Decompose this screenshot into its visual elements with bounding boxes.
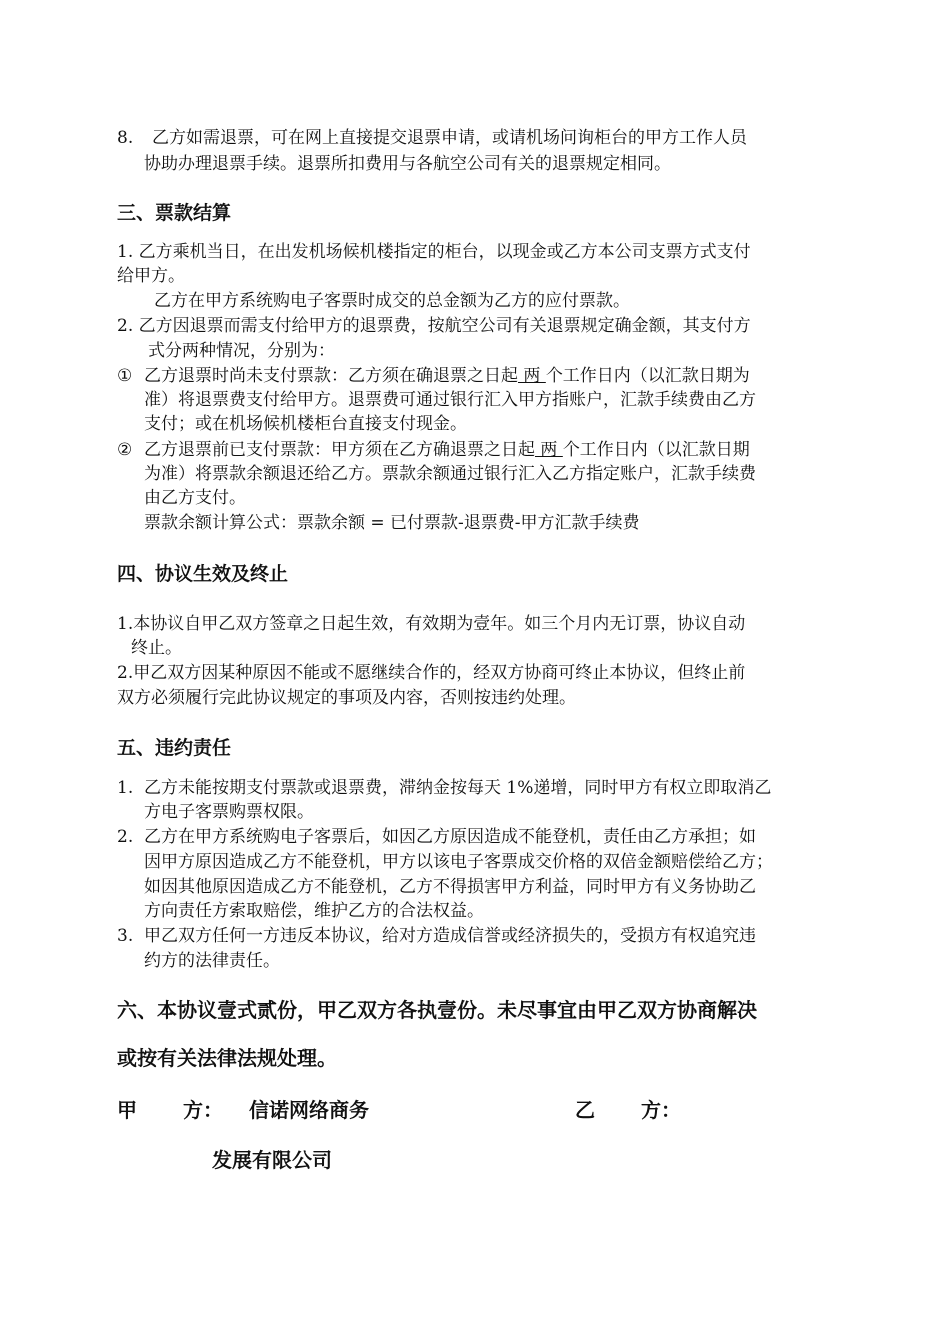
s3-para-2-line-2: 式分两种情况，分别为：: [148, 341, 335, 361]
case-2-line-1: [144, 438, 750, 462]
s4-para-2-line-1: 2.甲乙双方因某种原因不能或不愿继续合作的，经双方协商可终止本协议，但终止前: [117, 663, 746, 683]
case-1-text-a: 乙方退票时尚未支付票款：乙方须在确退票之日起: [144, 366, 518, 386]
party-b-label-2: 方：: [641, 1098, 681, 1122]
party-b-label-1: 乙: [575, 1098, 595, 1122]
case-2-line-2: 为准）将票款余额退还给乙方。票款余额通过银行汇入乙方指定账户，汇款手续费: [144, 464, 756, 484]
section-5-title: 五、违约责任: [117, 737, 232, 759]
s4-para-2-line-2: 双方必须履行完此协议规定的事项及内容，否则按违约处理。: [117, 688, 576, 708]
party-a-name-line-2: 发展有限公司: [212, 1148, 332, 1172]
section-6-line-1: 六、本协议壹式贰份，甲乙双方各执壹份。未尽事宜由甲乙双方协商解决: [117, 998, 757, 1022]
case-1-days: 两: [518, 366, 546, 386]
s4-para-1-line-2: 终止。: [131, 638, 182, 658]
s3-para-1-line-3: 乙方在甲方系统购电子客票时成交的总金额为乙方的应付票款。: [154, 291, 630, 311]
party-a-label-2: 方：: [183, 1098, 223, 1122]
formula-line: 票款余额计算公式：票款余额 = 已付票款-退票费-甲方汇款手续费: [144, 513, 640, 533]
s3-para-2-line-1: 2. 乙方因退票而需支付给甲方的退票费，按航空公司有关退票规定确金额，其支付方: [117, 316, 751, 336]
s5-para-1-line-1: 乙方未能按期支付票款或退票费，滞纳金按每天 1%递增，同时甲方有权立即取消乙: [144, 778, 772, 798]
item-8-line-2: 协助办理退票手续。退票所扣费用与各航空公司有关的退票规定相同。: [144, 154, 671, 174]
s3-para-1-line-1: 1. 乙方乘机当日，在出发机场候机楼指定的柜台，以现金或乙方本公司支票方式支付: [117, 242, 751, 262]
party-a-label-1: 甲: [117, 1098, 137, 1122]
case-2-text-a: 乙方退票前已支付票款：甲方须在乙方确退票之日起: [144, 440, 535, 460]
s5-para-3-line-1: 甲乙双方任何一方违反本协议，给对方造成信誉或经济损失的，受损方有权追究违: [144, 926, 756, 946]
item-8-number: 8.: [117, 128, 134, 148]
item-8-line-1: 乙方如需退票，可在网上直接提交退票申请，或请机场问询柜台的甲方工作人员: [152, 128, 747, 148]
s5-para-3-number: 3.: [117, 926, 134, 946]
s5-para-3-line-2: 约方的法律责任。: [144, 951, 280, 971]
case-1-line-3: 支付；或在机场候机楼柜台直接支付现金。: [144, 414, 467, 434]
s5-para-2-line-3: 如因其他原因造成乙方不能登机，乙方不得损害甲方利益，同时甲方有义务协助乙: [144, 877, 756, 897]
case-1-line-1: [144, 364, 750, 388]
case-2-text-b: 个工作日内（以汇款日期: [562, 440, 750, 460]
s5-para-2-line-4: 方向责任方索取赔偿，维护乙方的合法权益。: [144, 901, 484, 921]
s5-para-2-line-2: 因甲方原因造成乙方不能登机，甲方以该电子客票成交价格的双倍金额赔偿给乙方；: [144, 852, 773, 872]
section-3-title: 三、票款结算: [117, 202, 232, 224]
case-2-line-3: 由乙方支付。: [144, 488, 246, 508]
case-2-days: 两: [535, 440, 563, 460]
case-1-marker: ①: [117, 366, 133, 386]
case-1-text-b: 个工作日内（以汇款日期为: [545, 366, 750, 386]
s5-para-2-number: 2.: [117, 827, 134, 847]
case-1-line-2: 准）将退票费支付给甲方。退票费可通过银行汇入甲方指账户，汇款手续费由乙方: [144, 390, 756, 410]
s4-para-1-line-1: 1.本协议自甲乙双方签章之日起生效，有效期为壹年。如三个月内无订票，协议自动: [117, 614, 746, 634]
section-4-title: 四、协议生效及终止: [117, 563, 289, 585]
s3-para-1-line-2: 给甲方。: [117, 266, 185, 286]
s5-para-1-line-2: 方电子客票购票权限。: [144, 802, 314, 822]
s5-para-1-number: 1.: [117, 778, 134, 798]
section-6-line-2: 或按有关法律法规处理。: [117, 1046, 337, 1070]
case-2-marker: ②: [117, 440, 133, 460]
s5-para-2-line-1: 乙方在甲方系统购电子客票后，如因乙方原因造成不能登机，责任由乙方承担；如: [144, 827, 756, 847]
party-a-name-line-1: 信诺网络商务: [249, 1098, 369, 1122]
